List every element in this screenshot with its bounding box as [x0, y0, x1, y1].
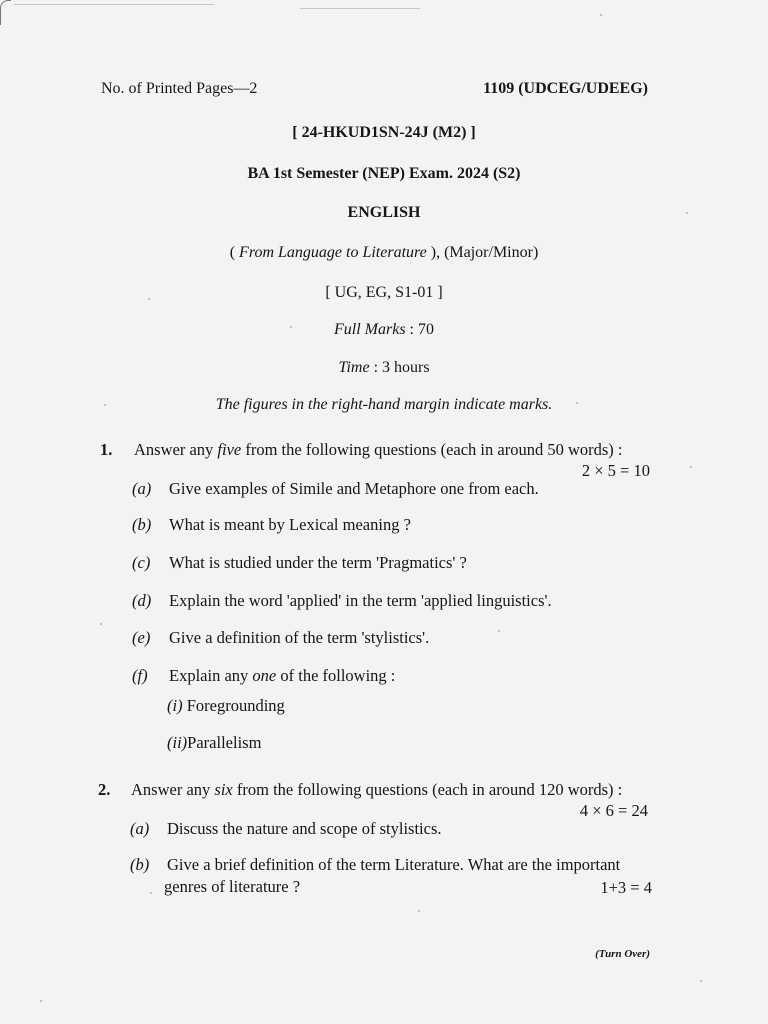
course-line — [0, 244, 768, 262]
question-stem-text: Answer any — [134, 440, 218, 459]
course-name: From Language to Literature — [235, 244, 431, 261]
part-text — [169, 666, 395, 686]
part-label: (f) — [132, 666, 148, 685]
part-text-emphasis: one — [252, 666, 277, 685]
scan-speck — [418, 910, 420, 912]
question-marks: 4 × 6 = 24 — [579, 801, 648, 820]
full-marks-line — [0, 321, 768, 339]
question-number: 1. — [100, 440, 113, 459]
part-label: (a) — [132, 479, 152, 498]
part-text: Give examples of Simile and Metaphore one from each. — [169, 479, 539, 498]
scan-speck — [40, 1000, 42, 1002]
part-label: (b) — [132, 515, 152, 534]
paper-code: 1109 (UDCEG/UDEEG) — [483, 80, 648, 97]
subpart-text: Foregrounding — [182, 696, 285, 715]
part-text: Explain the word 'applied' in the term 'applied linguistics'. — [169, 591, 552, 610]
part-label: (e) — [132, 628, 151, 647]
course-paren: ( — [229, 244, 236, 261]
full-marks-label: Full Marks — [334, 321, 406, 338]
question-stem-emphasis: five — [217, 440, 242, 459]
marks-instruction: The figures in the right-hand margin indicate marks. — [215, 396, 553, 413]
scan-speck — [498, 630, 500, 632]
subpart-label: (ii) — [167, 733, 188, 752]
question-stem — [134, 440, 623, 460]
course-type: ), (Major/Minor) — [430, 244, 539, 261]
question-number: 2. — [98, 780, 111, 799]
scan-speck — [690, 466, 692, 468]
part-text: Discuss the nature and scope of stylistics. — [167, 819, 442, 838]
part-label: (d) — [132, 591, 152, 610]
time-label: Time — [338, 359, 370, 376]
question-stem-emphasis: six — [214, 780, 233, 799]
part-text: genres of literature ? — [164, 877, 301, 896]
subpart-item — [167, 733, 261, 753]
subpart-item — [167, 696, 285, 716]
course-code: [ UG, EG, S1-01 ] — [325, 284, 443, 301]
full-marks-value: : 70 — [405, 321, 434, 338]
part-label: (b) — [130, 855, 150, 874]
scan-edge-line — [300, 8, 420, 9]
turn-over-note: (Turn Over) — [595, 948, 650, 960]
part-text: Give a brief definition of the term Literature. What are the important — [167, 855, 621, 874]
part-marks: 1+3 = 4 — [600, 878, 652, 897]
printed-pages-note: No. of Printed Pages—2 — [101, 80, 258, 97]
part-label: (a) — [130, 819, 150, 838]
subject-title: ENGLISH — [347, 204, 421, 221]
scan-speck — [600, 14, 602, 16]
part-text: What is meant by Lexical meaning ? — [169, 515, 411, 534]
exam-name: BA 1st Semester (NEP) Exam. 2024 (S2) — [247, 165, 521, 182]
scan-speck — [100, 623, 102, 625]
part-label: (c) — [132, 553, 151, 572]
part-text: What is studied under the term 'Pragmatics' ? — [169, 553, 467, 572]
subpart-text: Parallelism — [187, 733, 262, 752]
page-corner-mark — [0, 0, 11, 25]
subpart-label: (i) — [167, 696, 183, 715]
scan-speck — [700, 980, 702, 982]
scan-edge-line — [14, 4, 214, 5]
question-stem-text: from the following questions (each in around 120 words) : — [232, 780, 623, 799]
time-value: : 3 hours — [369, 359, 430, 376]
question-marks: 2 × 5 = 10 — [581, 461, 650, 480]
scan-speck — [150, 892, 152, 894]
part-text: Give a definition of the term 'stylistics'. — [169, 628, 430, 647]
part-text-segment: Explain any — [169, 666, 253, 685]
part-text-segment: of the following : — [276, 666, 396, 685]
question-stem-text: from the following questions (each in around 50 words) : — [241, 440, 623, 459]
time-line — [0, 359, 768, 377]
question-stem-text: Answer any — [131, 780, 215, 799]
question-stem — [131, 780, 622, 800]
exam-code: [ 24-HKUD1SN-24J (M2) ] — [292, 124, 476, 141]
